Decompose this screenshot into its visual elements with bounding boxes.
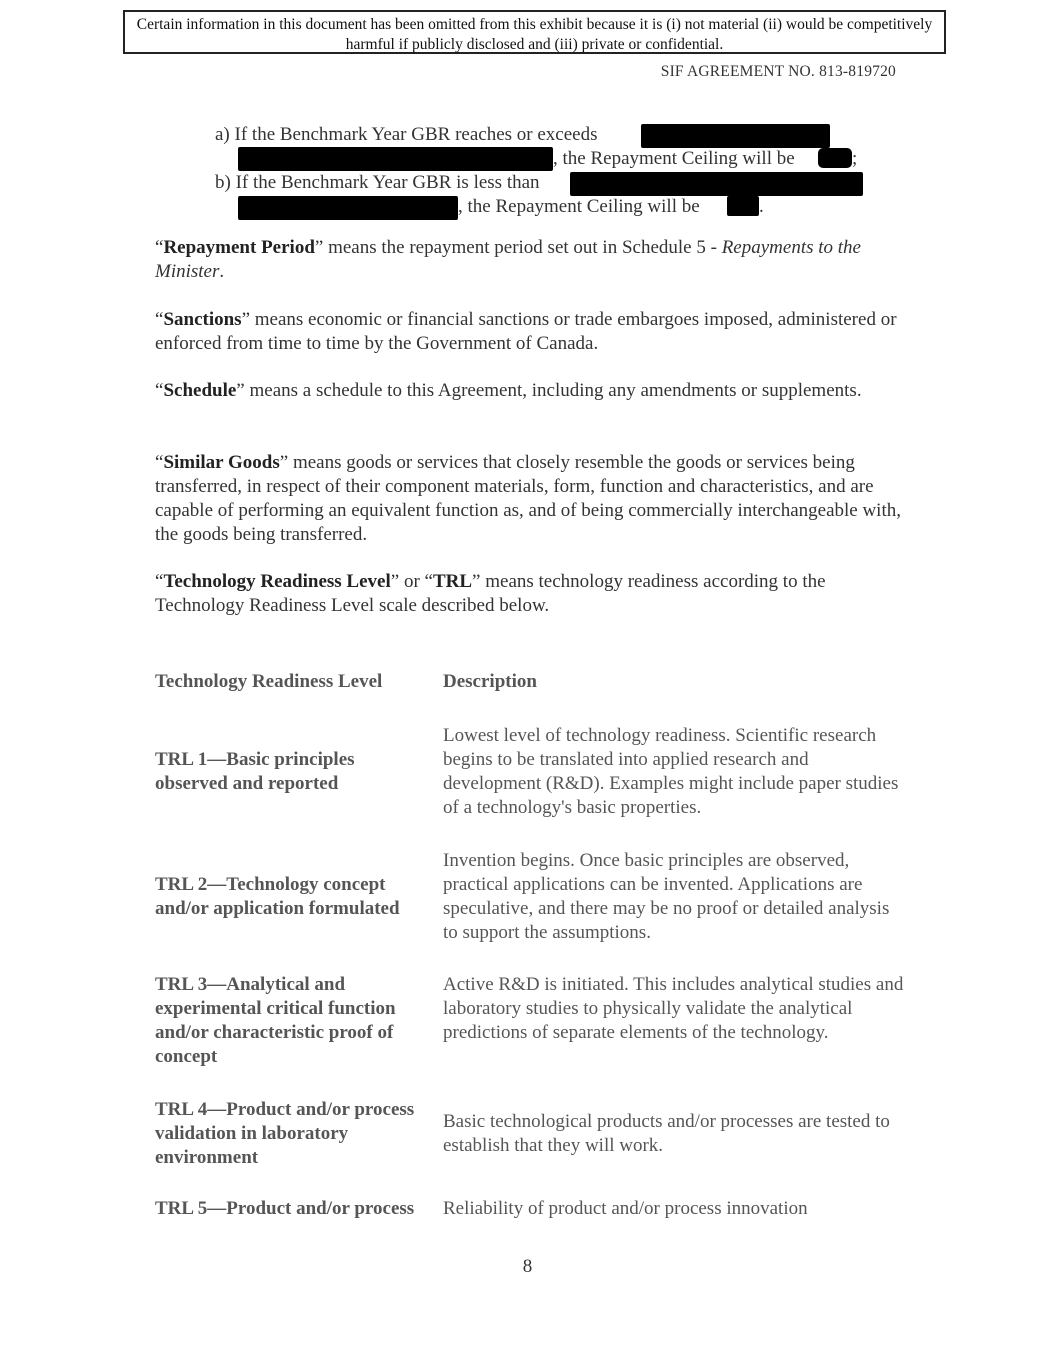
redaction-box bbox=[641, 124, 830, 148]
definition-similar-goods: “Similar Goods” means goods or services that closely resemble the goods or services being transferred, in respect of their component materials, form, function and characteristics, and are capable of performing an equivalent function as, and of being commercially interchangeable with, the goods being transferred. bbox=[155, 452, 901, 545]
redaction-box bbox=[727, 196, 759, 216]
trl-description: Reliability of product and/or process innovation bbox=[443, 1198, 808, 1219]
clause-b-suffix: , the Repayment Ceiling will be bbox=[458, 196, 700, 217]
term: Technology Readiness Level bbox=[163, 571, 391, 592]
trl-level: TRL 5—Product and/or process bbox=[155, 1198, 415, 1219]
trl-description: Invention begins. Once basic principles are observed, practical applications can be invented. Applications are speculative, and there may be no proof or detailed analysis to support the assumptions. bbox=[443, 850, 890, 943]
clause-b-prefix: b) If the Benchmark Year GBR is less than bbox=[215, 172, 540, 193]
definition-sanctions: “Sanctions” means economic or financial sanctions or trade embargoes imposed, administered or enforced from time to time by the Government of Canada. bbox=[155, 309, 897, 354]
table-header-description: Description bbox=[443, 671, 537, 692]
page-number: 8 bbox=[522, 1256, 533, 1277]
clause-a-end: ; bbox=[852, 148, 858, 169]
redaction-box bbox=[818, 148, 852, 168]
term: Repayment Period bbox=[163, 237, 315, 258]
table-header-level: Technology Readiness Level bbox=[155, 671, 383, 692]
trl-level: TRL 1—Basic principles observed and reported bbox=[155, 749, 355, 794]
trl-description: Basic technological products and/or processes are tested to establish that they will work. bbox=[443, 1111, 890, 1156]
definition-repayment-period: “Repayment Period” means the repayment period set out in Schedule 5 - Repayments to the Minister. bbox=[155, 237, 861, 282]
redaction-box bbox=[570, 172, 863, 196]
trl-level: TRL 3—Analytical and experimental critical function and/or characteristic proof of concept bbox=[155, 974, 396, 1067]
definition-trl: “Technology Readiness Level” or “TRL” means technology readiness according to the Technology Readiness Level scale described below. bbox=[155, 571, 826, 616]
term: Sanctions bbox=[163, 309, 242, 330]
redaction-notice: Certain information in this document has been omitted from this exhibit because it is (i) not material (ii) would be competitively harmful if publicly disclosed and (iii) private or confidential. bbox=[123, 10, 946, 54]
clause-a-suffix: , the Repayment Ceiling will be bbox=[553, 148, 795, 169]
redaction-box bbox=[238, 196, 458, 220]
redaction-box bbox=[238, 147, 553, 171]
agreement-number: SIF AGREEMENT NO. 813-819720 bbox=[660, 63, 896, 80]
trl-description: Active R&D is initiated. This includes analytical studies and laboratory studies to physically validate the analytical predictions of separate elements of the technology. bbox=[443, 974, 904, 1043]
trl-description: Lowest level of technology readiness. Scientific research begins to be translated into applied research and development (R&D). Examples might include paper studies of a technology's basic properties. bbox=[443, 725, 899, 818]
trl-level: TRL 4—Product and/or process validation in laboratory environment bbox=[155, 1099, 415, 1168]
clause-b-end: . bbox=[759, 196, 764, 217]
term: TRL bbox=[432, 571, 473, 592]
term: Schedule bbox=[163, 380, 237, 401]
trl-level: TRL 2—Technology concept and/or application formulated bbox=[155, 874, 400, 919]
definition-schedule: “Schedule” means a schedule to this Agreement, including any amendments or supplements. bbox=[155, 380, 862, 401]
term: Similar Goods bbox=[163, 452, 280, 473]
clause-a-prefix: a) If the Benchmark Year GBR reaches or exceeds bbox=[215, 124, 598, 145]
